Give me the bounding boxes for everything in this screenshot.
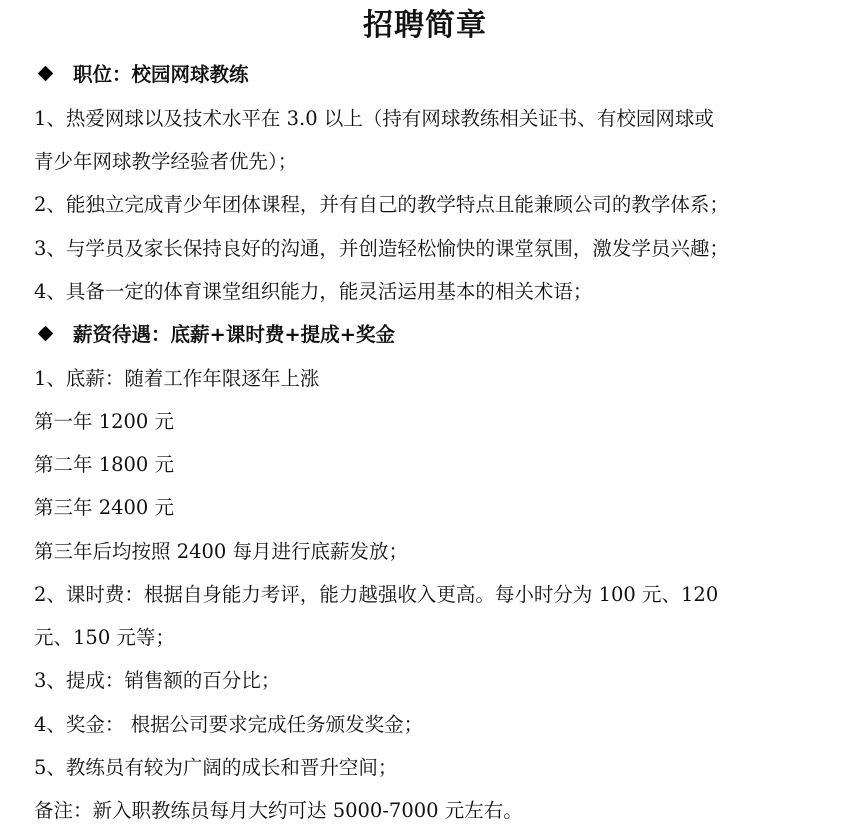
salary-line-after-year-3: 第三年后均按照 2400 每月进行底薪发放； <box>34 540 409 563</box>
salary-line-class-fee-cont: 元、150 元等； <box>34 626 175 649</box>
diamond-bullet-icon <box>38 326 54 342</box>
salary-line-growth: 5、教练员有较为广阔的成长和晋升空间； <box>34 756 398 779</box>
salary-line-class-fee: 2、课时费：根据自身能力考评，能力越强收入更高。每小时分为 100 元、120 <box>34 583 719 606</box>
page-title: 招聘简章 <box>363 8 487 43</box>
position-section-heading <box>34 62 824 88</box>
requirement-line-3: 3、与学员及家长保持良好的沟通，并创造轻松愉快的课堂氛围，激发学员兴趣； <box>34 237 729 260</box>
salary-line-year-1: 第一年 1200 元 <box>34 410 175 433</box>
requirement-line-2: 2、能独立完成青少年团体课程，并有自己的教学特点且能兼顾公司的教学体系； <box>34 193 729 216</box>
position-heading-text: 职位：校园网球教练 <box>73 63 249 86</box>
salary-line-note: 备注：新入职教练员每月大约可达 5000-7000 元左右。 <box>34 799 523 822</box>
diamond-bullet-icon <box>38 66 54 82</box>
requirement-line-1-cont: 青少年网球教学经验者优先）； <box>34 150 298 173</box>
salary-line-bonus: 4、奖金： 根据公司要求完成任务颁发奖金； <box>34 713 424 736</box>
salary-heading-text: 薪资待遇：底薪+课时费+提成+奖金 <box>73 323 396 346</box>
requirement-line-4: 4、具备一定的体育课堂组织能力，能灵活运用基本的相关术语； <box>34 280 593 303</box>
salary-line-commission: 3、提成：销售额的百分比； <box>34 669 281 692</box>
salary-section-heading <box>34 322 824 348</box>
requirement-line-1: 1、热爱网球以及技术水平在 3.0 以上（持有网球教练相关证书、有校园网球或 <box>34 107 714 130</box>
salary-line-base-pay: 1、底薪：随着工作年限逐年上涨 <box>34 367 320 390</box>
salary-line-year-2: 第二年 1800 元 <box>34 453 175 476</box>
salary-line-year-3: 第三年 2400 元 <box>34 496 175 519</box>
